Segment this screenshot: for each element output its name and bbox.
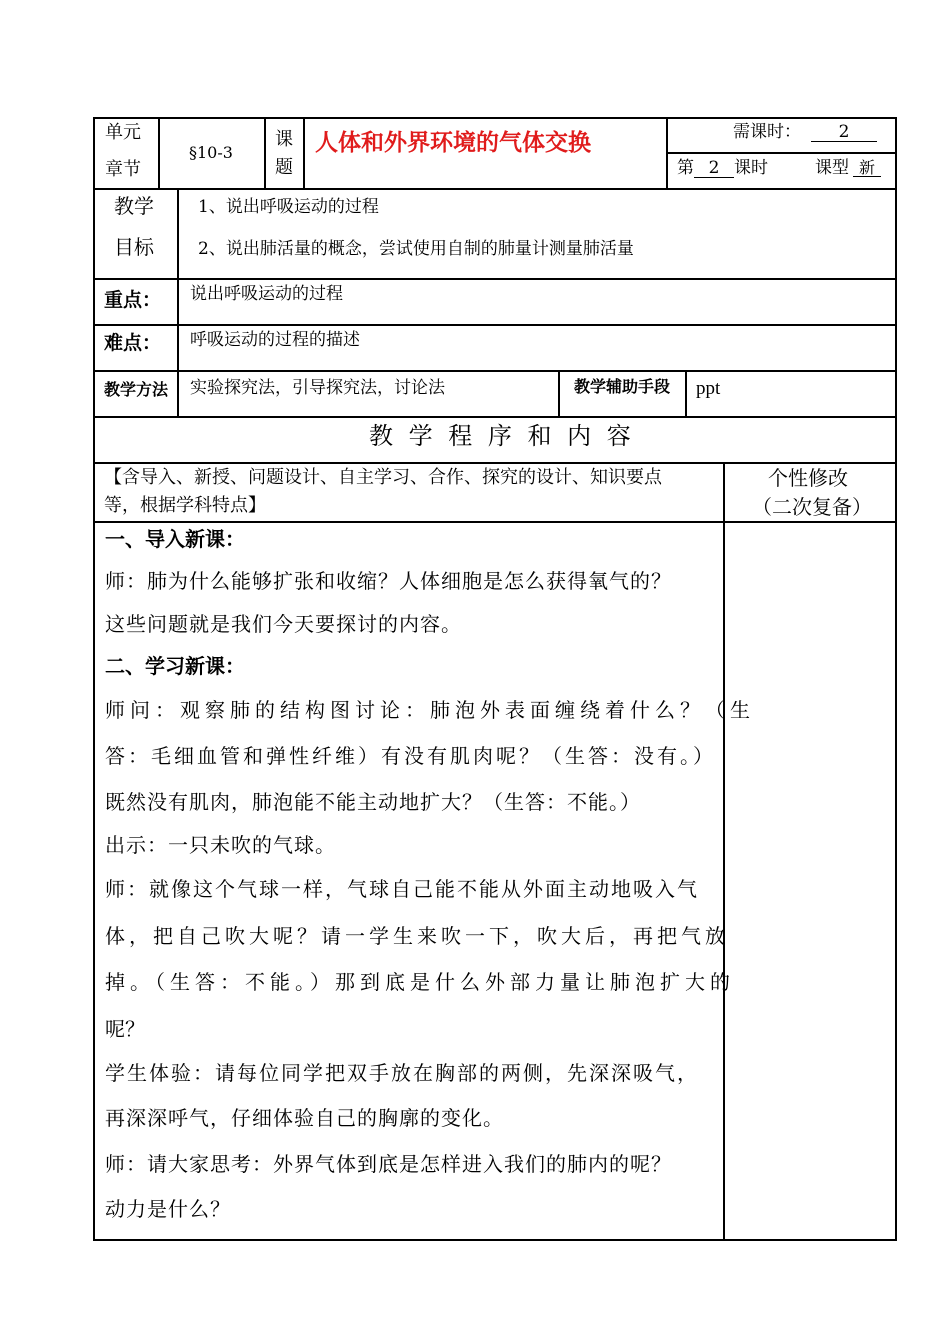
table-border-right (895, 117, 897, 1240)
col-divider (558, 370, 560, 417)
content-paragraph: 掉。（生答：不能。）那到底是什么外部力量让肺泡扩大的 (105, 970, 735, 994)
content-paragraph: 体，把自己吹大呢？请一学生来吹一下，吹大后，再把气放 (105, 924, 729, 948)
section-heading: 二、学习新课： (105, 654, 245, 678)
table-border-top (93, 117, 897, 119)
content-paragraph: 师问：观察肺的结构图讨论：肺泡外表面缠绕着什么？（生 (105, 698, 755, 722)
objectives-label: 教学 (114, 194, 154, 218)
col-divider (303, 117, 305, 189)
content-paragraph: 这些问题就是我们今天要探讨的内容。 (105, 612, 462, 636)
content-paragraph: 师：请大家思考：外界气体到底是怎样进入我们的肺内的呢？ (105, 1152, 672, 1176)
content-paragraph: 师：肺为什么能够扩张和收缩？人体细胞是怎么获得氧气的？ (105, 569, 672, 593)
hours-value: 2 (811, 124, 877, 142)
objective-item: 2、说出肺活量的概念，尝试使用自制的肺量计测量肺活量 (198, 239, 634, 259)
col-divider (158, 117, 160, 189)
content-paragraph: 动力是什么？ (105, 1197, 231, 1221)
key-point-text: 说出呼吸运动的过程 (190, 284, 343, 304)
row-divider (93, 416, 897, 418)
table-border-bottom (93, 1239, 897, 1241)
row-divider (93, 462, 897, 464)
revision-sublabel: （二次复备） (752, 495, 872, 519)
section-number: §10-3 (189, 143, 233, 162)
period-value: 2 (694, 160, 734, 178)
col-divider (685, 370, 687, 417)
unit-label: 单元 (105, 122, 141, 143)
row-divider (666, 152, 896, 154)
aids-label: 教学辅助手段 (574, 377, 671, 396)
col-divider (723, 462, 725, 1240)
content-paragraph: 再深深呼气，仔细体验自己的胸廓的变化。 (105, 1106, 504, 1130)
methods-text: 实验探究法，引导探究法，讨论法 (190, 378, 445, 398)
content-instructions: 【含导入、新授、问题设计、自主学习、合作、探究的设计、知识要点 (104, 467, 662, 488)
difficulty-text: 呼吸运动的过程的描述 (190, 330, 360, 350)
topic-label: 课 (275, 129, 293, 150)
content-paragraph: 出示：一只未吹的气球。 (105, 833, 336, 857)
section-heading: 一、导入新课： (105, 527, 245, 551)
content-paragraph: 师：就像这个气球一样，气球自己能不能从外面主动地吸入气 (105, 877, 699, 901)
content-instructions: 等，根据学科特点】 (104, 495, 266, 516)
content-paragraph: 既然没有肌肉，肺泡能不能主动地扩大？（生答：不能。） (105, 790, 641, 814)
row-divider (93, 324, 897, 326)
lesson-title: 人体和外界环境的气体交换 (315, 130, 591, 156)
lesson-type-value: 新 (853, 160, 881, 177)
row-divider (93, 521, 897, 523)
difficulty-label: 难点： (104, 332, 162, 354)
aids-value: ppt (696, 378, 721, 399)
chapter-label: 章节 (105, 159, 141, 180)
table-border-left (93, 117, 95, 1240)
col-divider (177, 188, 179, 417)
col-divider (264, 117, 266, 189)
row-divider (93, 188, 897, 190)
objective-item: 1、说出呼吸运动的过程 (198, 197, 379, 217)
content-paragraph: 学生体验：请每位同学把双手放在胸部的两侧，先深深吸气， (105, 1061, 699, 1085)
key-point-label: 重点： (104, 289, 162, 311)
col-divider (666, 117, 668, 189)
hours-label: 需课时： 2 (733, 124, 877, 142)
lesson-type: 课型 新 (815, 160, 881, 177)
topic-label: 题 (275, 157, 293, 178)
content-paragraph: 呢？ (105, 1017, 145, 1041)
row-divider (93, 370, 897, 372)
methods-label: 教学方法 (104, 380, 169, 399)
objectives-label: 目标 (114, 235, 154, 259)
period-row: 第 2 课时 (677, 158, 768, 178)
row-divider (93, 278, 897, 280)
program-title: 教 学 程 序 和 内 容 (369, 422, 635, 450)
revision-label: 个性修改 (768, 466, 848, 490)
content-paragraph: 答：毛细血管和弹性纤维）有没有肌肉呢？（生答：没有。） (105, 744, 716, 768)
